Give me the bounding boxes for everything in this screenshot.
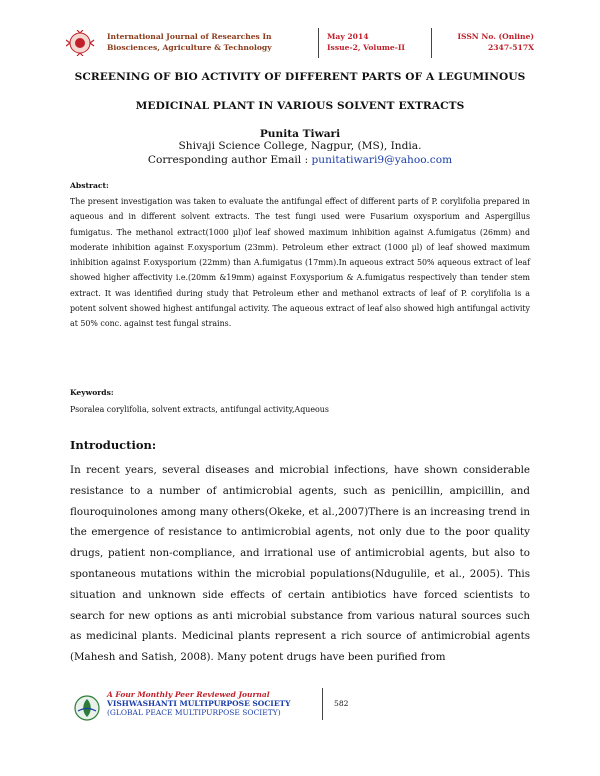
- issn-number: 2347-517X: [487, 43, 534, 52]
- author-email-link[interactable]: punitatiwari9@yahoo.com: [311, 154, 453, 166]
- abstract-text: The present investigation was taken to evaluate the antifungal effect of different parts of P. corylifolia prepared in aqueous and in different solvent extracts. The test fungi used were Fusarium oxysporium and Aspergillus fumigatus. The methanol extract(1000 µl)of leaf showed maximum inhibition against A.fumigatus (26mm) and moderate inhibition against F.oxysporium (23mm). Petroleum ether extract (1000 µl) of leaf showed maximum inhibition against F.oxysporium (22mm) than A.fumigatus (17mm).In aqueous extract 50% aqueous extract of leaf showed higher affectivity i.e.(20mm &19mm) against F.oxysporium & A.fumigatus respectively than tender stem extract. It was identified during study that Petroleum ether and methanol extracts of leaf of P. corylifolia is a potent solvent showed highest antifungal activity. The aqueous extract of leaf also showed high antifungal activity at 50% conc. against test fungal strains.: [70, 197, 530, 328]
- corresponding-author: [80, 153, 520, 167]
- footer-society-name: VISHWASHANTI MULTIPURPOSE SOCIETY: [107, 699, 291, 708]
- header-divider: [431, 28, 432, 58]
- journal-title: [107, 31, 307, 53]
- footer-divider: [322, 688, 323, 720]
- paper-title-line2: MEDICINAL PLANT IN VARIOUS SOLVENT EXTRACTS: [135, 100, 465, 112]
- introduction-heading: Introduction:: [70, 438, 157, 452]
- issue-volume: Issue-2, Volume-II: [327, 43, 405, 52]
- journal-logo-icon: [66, 30, 96, 56]
- keywords-text: Psoralea corylifolia, solvent extracts, antifungal activity,Aqueous: [70, 405, 329, 414]
- issue-info: [327, 31, 427, 53]
- issue-date: May 2014: [327, 32, 369, 41]
- abstract-label: Abstract:: [70, 181, 109, 190]
- issn-info: [436, 31, 534, 53]
- journal-title-line1: International Journal of Researches In: [107, 32, 272, 41]
- author-name: Punita Tiwari: [259, 128, 341, 140]
- journal-title-line2: Biosciences, Agriculture & Technology: [107, 43, 272, 52]
- introduction-text: In recent years, several diseases and microbial infections, have shown considerable resistance to a number of antimicrobial agents, such as penicillin, ampicillin, and flouroquinolones among many others(Okeke, et al.,2007)There is an increasing trend in the emergence of resistance to antimicrobial agents, not only due to the poor quality drugs, patient non-compliance, and irrational use of antimicrobial agents, but also to spontaneous mutations within the microbial populations(Ndugulile, et al., 2005). This situation and unknown side effects of certain antibiotics have forced scientists to search for new options as anti microbial substance from various natural sources such as medicinal plants. Medicinal plants represent a rich source of antimicrobial agents (Mahesh and Satish, 2008). Many potent drugs have been purified from: [70, 464, 530, 664]
- society-logo-icon: [73, 694, 101, 722]
- footer-journal-type: A Four Monthly Peer Reviewed Journal: [107, 690, 270, 699]
- keywords-label: Keywords:: [70, 388, 114, 397]
- issn-label: ISSN No. (Online): [457, 32, 534, 41]
- paper-title-line1: SCREENING OF BIO ACTIVITY OF DIFFERENT PARTS OF A LEGUMINOUS: [74, 71, 526, 83]
- page-number: 582: [334, 699, 349, 708]
- affiliation: Shivaji Science College, Nagpur, (MS), India.: [178, 140, 422, 152]
- corresponding-label: Corresponding author Email :: [147, 154, 312, 166]
- affiliation-block: [80, 139, 520, 167]
- header-divider: [318, 28, 319, 58]
- footer-society-alt-name: (GLOBAL PEACE MULTIPURPOSE SOCIETY): [107, 708, 281, 717]
